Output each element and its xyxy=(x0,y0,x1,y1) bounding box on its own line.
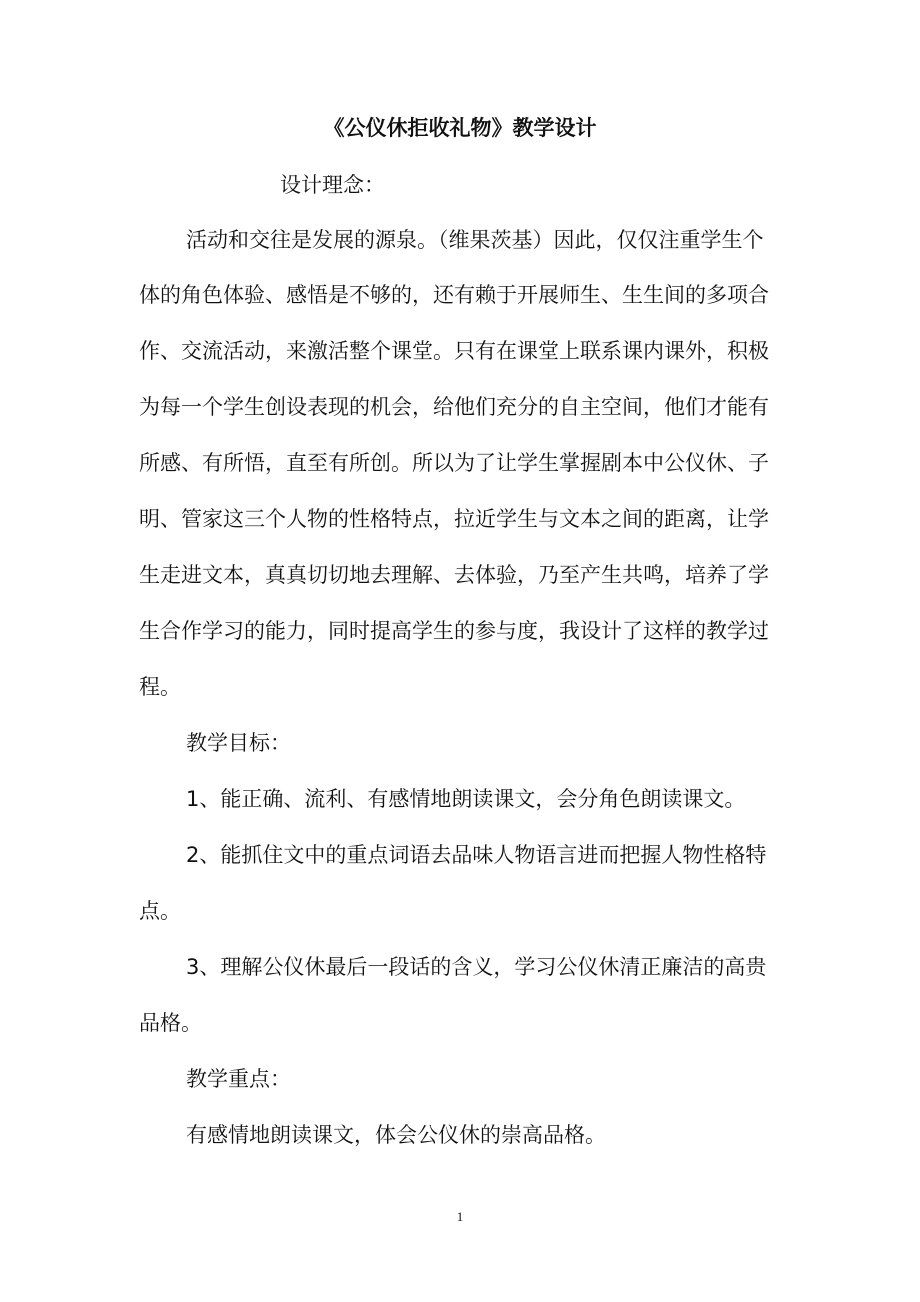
concept-paragraph-line: 生走进文本，真真切切地去理解、去体验，乃至产生共鸣，培养了学 xyxy=(139,563,769,587)
concept-paragraph-line: 生合作学习的能力，同时提高学生的参与度，我设计了这样的教学过 xyxy=(139,619,769,643)
concept-paragraph-line: 所感、有所悟，直至有所创。所以为了让学生掌握剧本中公仪休、子 xyxy=(139,451,769,475)
document-title: 《公仪休拒收礼物》教学设计 xyxy=(323,116,597,140)
goal-item-1: 1、能正确、流利、有感情地朗读课文，会分角色朗读课文。 xyxy=(186,787,746,811)
goals-heading: 教学目标： xyxy=(186,731,291,755)
concept-paragraph-line: 为每一个学生创设表现的机会，给他们充分的自主空间，他们才能有 xyxy=(139,395,769,419)
concept-paragraph-line: 程。 xyxy=(139,675,181,699)
concept-paragraph-line: 活动和交往是发展的源泉。（维果茨基）因此，仅仅注重学生个 xyxy=(186,228,764,252)
concept-paragraph-line: 作、交流活动，来激活整个课堂。只有在课堂上联系课内课外，积极 xyxy=(139,339,769,363)
goal-item-2: 2、能抓住文中的重点词语去品味人物语言进而把握人物性格特 xyxy=(186,843,767,867)
concept-paragraph-line: 体的角色体验、感悟是不够的，还有赖于开展师生、生生间的多项合 xyxy=(139,283,769,307)
concept-paragraph-line: 明、管家这三个人物的性格特点，拉近学生与文本之间的距离，让学 xyxy=(139,507,769,531)
goal-item-2-continuation: 点。 xyxy=(139,899,181,923)
design-concept-heading: 设计理念： xyxy=(280,173,385,197)
focus-heading: 教学重点： xyxy=(186,1067,291,1091)
focus-text: 有感情地朗读课文，体会公仪休的崇高品格。 xyxy=(186,1123,606,1147)
goal-item-3-continuation: 品格。 xyxy=(139,1011,202,1035)
goal-item-3: 3、理解公仪休最后一段话的含义，学习公仪休清正廉洁的高贵 xyxy=(186,955,767,979)
page-number: 1 xyxy=(456,1209,464,1224)
